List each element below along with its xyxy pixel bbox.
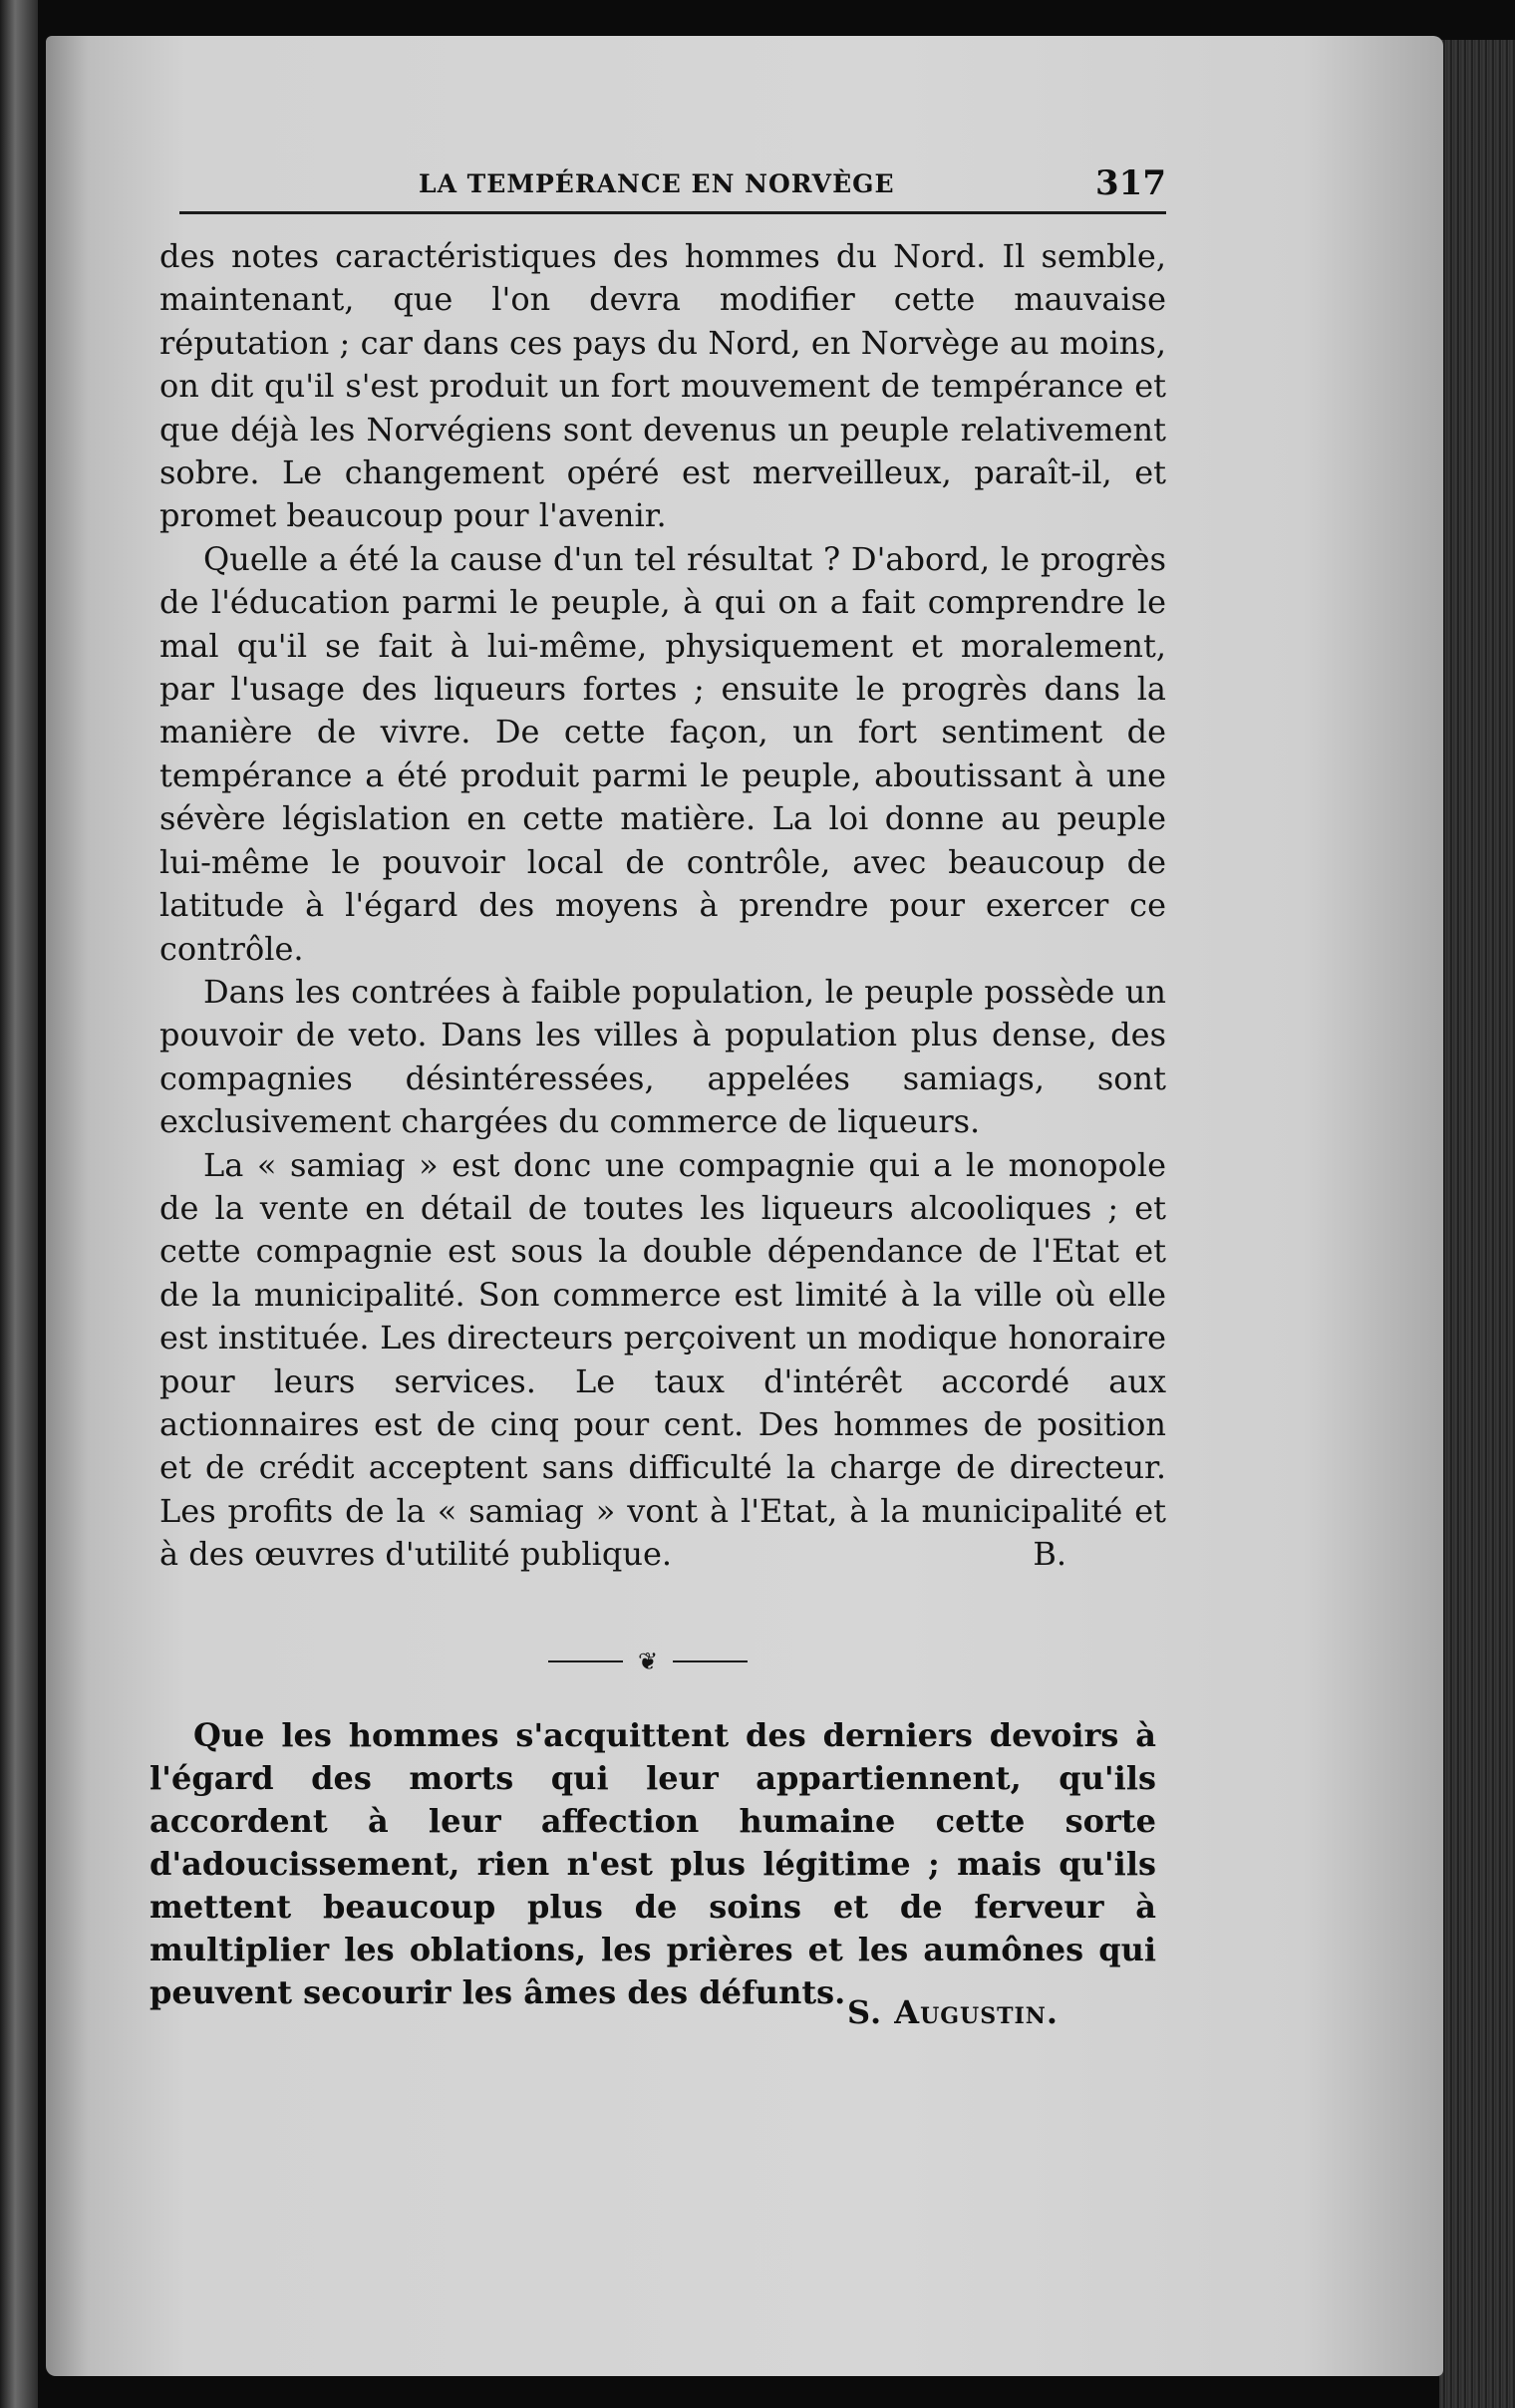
paragraph-4: La « samiag » est donc une compagnie qui a le monopole de la vente en détail de toutes les liqueurs alcooliques ; et cette compagnie est sous la double dépendance de l'Etat et de la municipalité. Son commerce est limité à la ville où elle est instituée. Les directeurs perçoivent un modique honoraire pour leurs services. Le taux d'intérêt accordé aux actionnaires est de cinq pour cent. Des hommes de position et de crédit acceptent sans difficulté la charge de directeur. Les profits de la « samiag » vont à l'Etat, à la municipalité et à des œuvres d'utilité publique. xyxy=(159,1145,1166,1574)
author-initials: B. xyxy=(1033,1535,1066,1574)
paragraph-1: des notes caractéristiques des hommes du Nord. Il semble, maintenant, que l'on devra modifier cette mauvaise réputation ; car dans ces pays du Nord, en Norvège au moins, on dit qu'il s'est produit un fort mouvement de tempérance et que déjà les Norvégiens sont devenus un peuple relativement sobre. Le changement opéré est merveilleux, paraît-il, et promet beaucoup pour l'avenir. xyxy=(159,237,1166,535)
quotation-text: Que les hommes s'acquittent des derniers devoirs à l'égard des morts qui leur appartiennent, qu'ils accordent à leur affection humaine cette sorte d'adoucissement, rien n'est plus légitime ; mais qu'ils mettent beaucoup plus de soins et de ferveur à multiplier les oblations, les prières et les aumônes qui peuvent secourir les âmes des défunts. xyxy=(150,1716,1156,2011)
left-page-edge xyxy=(0,0,38,2408)
running-title: LA TEMPÉRANCE EN NORVÈGE xyxy=(419,169,895,198)
page-number: 317 xyxy=(1095,163,1166,203)
page-header xyxy=(179,159,1176,219)
section-ornament xyxy=(548,1647,748,1676)
fleuron-icon: ❦ xyxy=(637,1648,659,1675)
quotation-author: S. Augustin. xyxy=(847,1993,1060,2031)
book-page-edges xyxy=(1439,40,1515,2408)
paragraph-3: Dans les contrées à faible population, le peuple possède un pouvoir de veto. Dans les villes à population plus dense, des compagnies désintéressées, appelées samiags, sont exclusivement chargées du commerce de liqueurs. xyxy=(159,972,1166,1141)
quotation xyxy=(150,1714,1156,2014)
header-rule xyxy=(179,211,1166,214)
ornament-line-left xyxy=(548,1660,623,1662)
paragraph-2: Quelle a été la cause d'un tel résultat ? D'abord, le progrès de l'éducation parmi le peuple, à qui on a fait comprendre le mal qu'il se fait à lui-même, physiquement et moralement, par l'usage des liqueurs fortes ; ensuite le progrès dans la manière de vivre. De cette façon, un fort sentiment de tempérance a été produit parmi le peuple, aboutissant à une sévère législation en cette matière. La loi donne au peuple lui-même le pouvoir local de contrôle, avec beaucoup de latitude à l'égard des moyens à prendre pour exercer ce contrôle. xyxy=(159,539,1166,968)
ornament-line-right xyxy=(673,1660,748,1662)
article-body xyxy=(159,235,1166,1577)
